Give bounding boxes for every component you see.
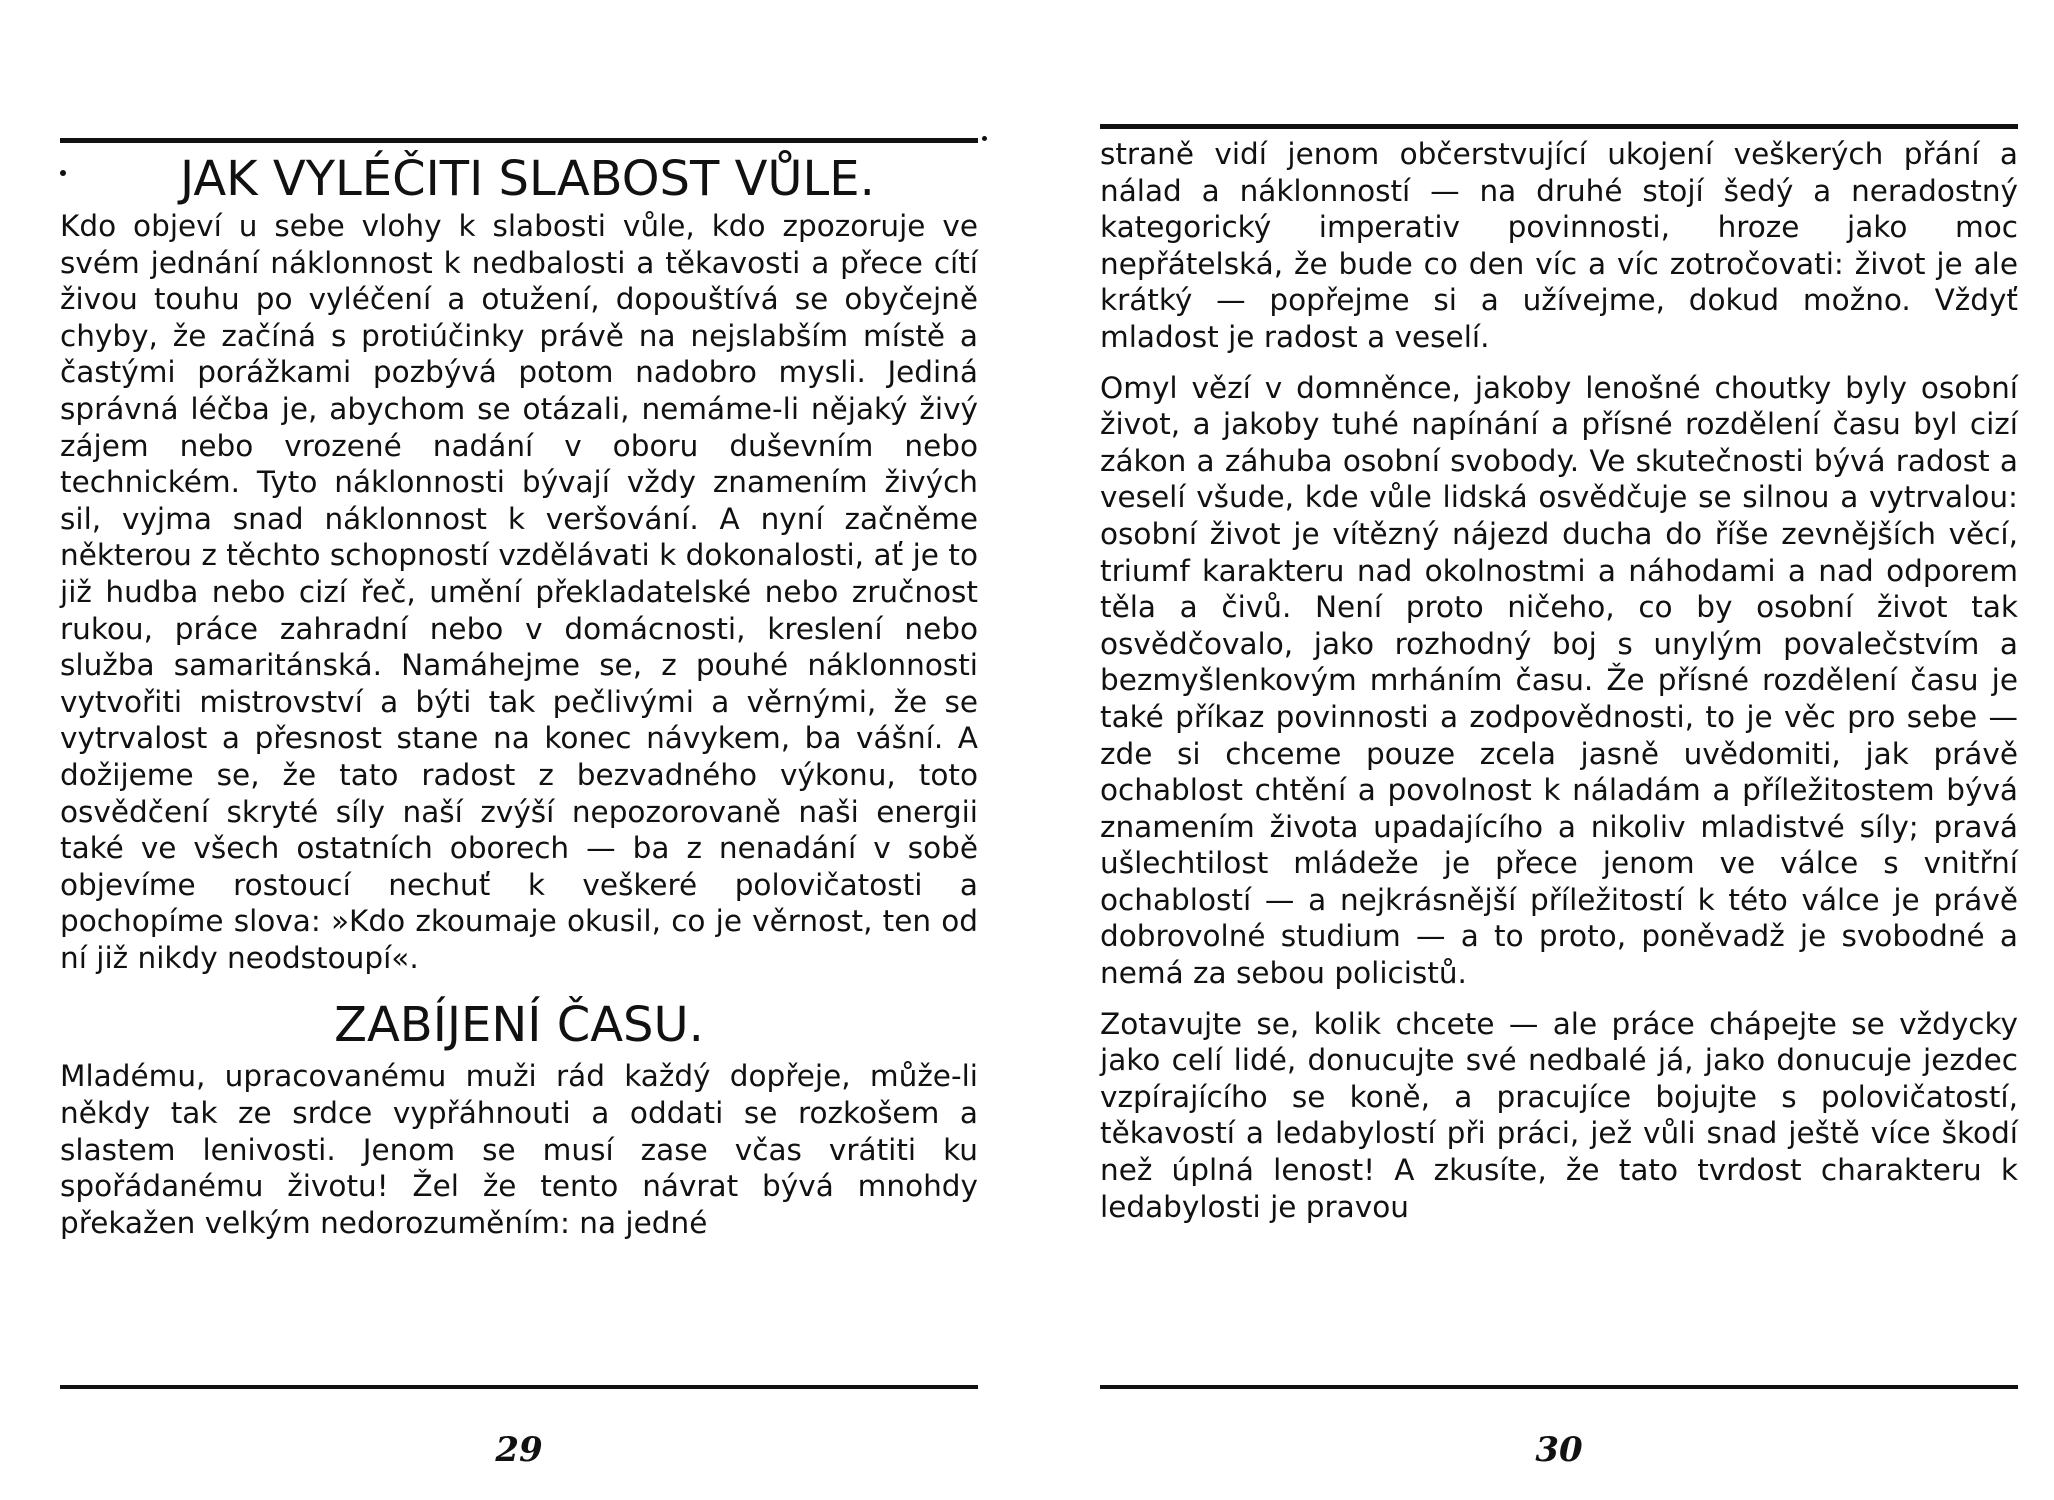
body-paragraph: Kdo objeví u sebe vlohy k slabosti vůle, kdo zpozoruje ve svém jednání náklonnost k nedbalosti a těkavosti a přece cítí živou touhu po vyléčení a otužení, dopouštívá se obyčejně chyby, že začíná s protiúčinky právě na nejslabším místě a častými porážkami pozbývá potom nadobro mysli. Jediná správná léčba je, abychom se otázali, nemáme-li nějaký živý zájem nebo vrozené nadání v oboru duševním nebo technickém. Tyto náklonnosti bývají vždy znamením živých sil, vyjma snad náklonnost k veršování. A nyní začněme některou z těchto schopností vzdělávati k dokonalosti, ať je to již hudba nebo cizí řeč, umění překladatelské nebo zručnost rukou, práce zahradní nebo v domácnosti, kreslení nebo služba samaritánská. Namáhejme se, z pouhé náklonnosti vytvořiti mistrovství a býti tak pečlivými a věrnými, že se vytrvalost a přesnost stane na konec návykem, ba vášní. A dožijeme se, že tato radost z bezvadného výkonu, toto osvědčení skryté síly naší zvýší nepozorovaně naši energii také ve všech ostatních oborech — ba z nenadání v sobě objevíme rostoucí nechuť k veškeré polovičatosti a pochopíme slova: »Kdo zkoumaje okusil, co je věrnost, ten od ní již nikdy neodstoupí«. — [60, 209, 978, 975]
left-page-content — [60, 150, 978, 1241]
right-page-content — [1100, 136, 2018, 1225]
body-paragraph: Omyl vězí v domněnce, jakoby lenošné choutky byly osobní život, a jakoby tuhé napínání a přísné rozdělení času byl cizí zákon a záhuba osobní svobody. Ve skutečnosti bývá radost a veselí všude, kde vůle lidská osvědčuje se silnou a vytrvalou: osobní život je vítězný nájezd ducha do říše zevnějších věcí, triumf karakteru nad okolnostmi a náhodami a nad odporem těla a čivů. Není proto ničeho, co by osobní život tak osvědčovalo, jako rozhodný boj s unylým povalečstvím a bezmyšlenkovým mrháním času. Že přísné rozdělení času je také příkaz povinnosti a zodpovědnosti, to je věc pro sebe — zde si chceme pouze zcela jasně uvědomiti, jak právě ochablost chtění a povolnost k náladám a příležitostem bývá znamením života upadajícího a nikoliv mladistvé síly; pravá ušlechtilost mládeže je přece jenom ve válce s vnitřní ochablostí — a nejkrásnější příležitostí k této válce je právě dobrovolné studium — a to proto, poněvadž je svobodné a nemá za sebou policistů. — [1100, 370, 2018, 991]
rule-end-dot — [982, 136, 987, 141]
top-rule — [1100, 124, 2018, 129]
body-paragraph: Zotavujte se, kolik chcete — ale práce chápejte se vždycky jako celí lidé, donucujte své nedbalé já, jako donucuje jezdec vzpírajícího se koně, a pracujíce bojujte s polovičatostí, těkavostí a ledabylostí při práci, jež vůli snad ještě více škodí než úplná lenost! A zkusíte, že tato tvrdost charakteru k ledabylosti je pravou — [1100, 1006, 2018, 1224]
right-page — [1100, 0, 2018, 1500]
page-number: 29 — [495, 1430, 543, 1470]
section-heading: JAK VYLÉČITI SLABOST VŮLE. — [180, 151, 875, 207]
bottom-rule — [60, 1385, 978, 1389]
left-page — [60, 0, 978, 1500]
top-rule — [60, 138, 978, 143]
page-number: 30 — [1535, 1430, 1583, 1470]
bottom-rule — [1100, 1385, 2018, 1389]
body-paragraph: straně vidí jenom občerstvující ukojení veškerých přání a nálad a náklonností — na druhé stojí šedý a neradostný kategorický imperativ povinnosti, hroze jako moc nepřátelská, že bude co den víc a víc zotročovati: život je ale krátký — popřejme si a užívejme, dokud možno. Vždyť mladost je radost a veselí. — [1100, 137, 2018, 354]
body-paragraph: Mladému, upracovanému muži rád každý dopřeje, může-li někdy tak ze srdce vypřáhnouti a oddati se rozkošem a slastem lenivosti. Jenom se musí zase včas vrátiti ku spořádanému životu! Žel že tento návrat bývá mnohdy překažen velkým nedorozuměním: na jedné — [60, 1059, 978, 1240]
section-heading: ZABÍJENÍ ČASU. — [334, 997, 704, 1054]
